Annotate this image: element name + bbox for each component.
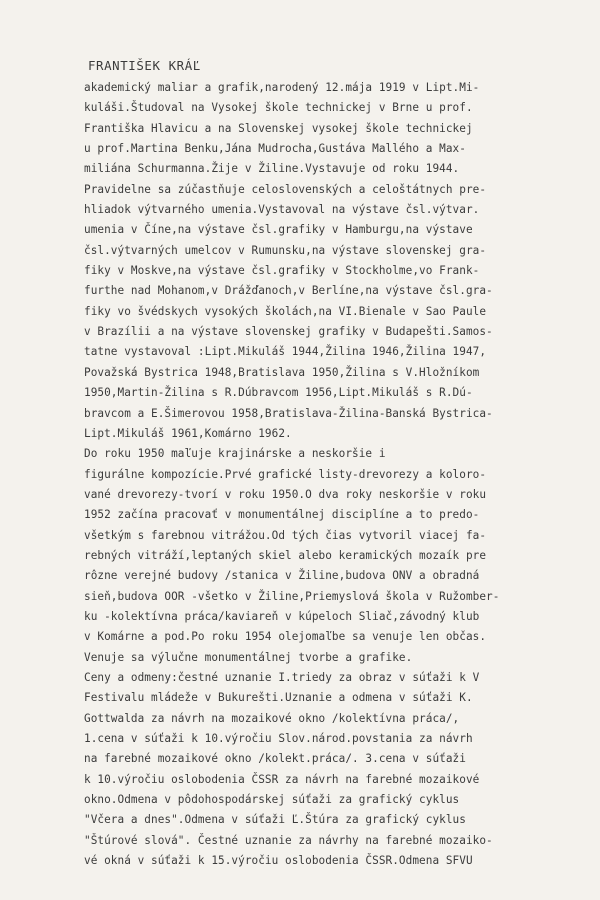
text-line: v Brazílii a na výstave slovenskej grafiky v Budapešti.Samos- [84,325,493,339]
text-line: Festivalu mládeže v Bukurešti.Uznanie a odmena v súťaži K. [84,691,473,705]
text-line: 1952 začína pracovať v monumentálnej disciplíne a to predo- [84,508,480,522]
text-line: u prof.Martina Benku,Jána Mudrocha,Gustáva Malléhо a Max- [84,142,466,156]
text-line: okno.Odmena v pôdohospodárskej súťaži za grafický cyklus [84,793,460,807]
text-line: všetkým s farebnou vitrážou.Od tých čias vytvoril viacej fa- [84,528,487,542]
text-line: Františka Hlavicu a na Slovenskej vysokej škole technickej [84,121,473,135]
text-line: fiky v Moskve,na výstave čsl.grafiky v Stockholme,vo Frank- [84,264,480,278]
text-line: akademický maliar a grafik,narodený 12.mája 1919 v Lipt.Mi- [84,81,480,94]
text-line: Do roku 1950 maľuje krajinárske a neskoršie i [84,447,386,461]
text-line: tatne vystavoval :Lipt.Mikuláš 1944,Žilina 1946,Žilina 1947, [84,345,487,359]
document-title: FRANTIŠEK KRÁĽ [88,58,201,73]
text-line: na farebné mozaikové okno /kolekt.práca/. 3.cena v súťaži [84,752,466,766]
text-line: "Včera a dnes".Odmena v súťaži Ľ.Štúra za grafický cyklus [84,813,466,827]
text-line: vané drevorezy-tvorí v roku 1950.O dva roky neskoršie v roku [84,487,487,501]
text-line: 1.cena v súťaži k 10.výročiu Slov.národ.povstania za návrh [84,732,473,745]
text-line: ku -kolektívna práca/kaviareň v kúpeloch Sliač,závodný klub [84,609,480,623]
text-line: Pravidelne sa zúčastňuje celoslovenských a celoštátnych pre- [84,182,487,196]
text-line: Gottwalda za návrh na mozaikové okno /kolektívna práca/, [84,711,460,725]
text-line: bravcom a E.Šimerovou 1958,Bratislava-Žilina-Banská Bystrica- [84,406,493,420]
text-line: rôzne verejné budovy /stanica v Žiline,budova ONV a obradná [84,569,480,583]
text-line: sieň,budova OOR -všetko v Žiline,Priemyslová škola v Ružomber- [84,589,500,603]
text-line: vé okná v súťaži k 15.výročiu oslobodenia ČSSR.Odmena SFVU [84,854,473,868]
text-line: umenia v Číne,na výstave čsl.grafiky v Hamburgu,na výstave [84,223,473,237]
text-line: furthe nad Mohanom,v Drážďanoch,v Berlíne,na výstave čsl.gra- [84,284,493,298]
text-line: k 10.výročiu oslobodenia ČSSR za návrh na farebné mozaikové [84,772,480,786]
text-line: Považská Bystrica 1948,Bratislava 1950,Žilina s V.Hložníkom [84,365,480,379]
text-line: hliadok výtvarného umenia.Vystavoval na výstave čsl.výtvar. [84,203,480,217]
text-line: miliána Schurmanna.Žije v Žiline.Vystavuje od roku 1944. [84,162,460,176]
text-line: "Štúrové slová". Čestné uznanie za návrhy na farebné mozaiko- [84,833,493,847]
text-line: čsl.výtvarných umelcov v Rumunsku,na výstave slovenskej gra- [84,243,487,257]
text-line: figurálne kompozície.Prvé grafické listy-drevorezy a koloro- [84,467,487,481]
text-line: 1950,Martin-Žilina s R.Dúbravcom 1956,Lipt.Mikuláš s R.Dú- [84,386,473,400]
text-line: fiky vo švédskych vysokých školách,na VI.Bienale v Sao Paule [84,304,487,318]
text-line: Venuje sa výlučne monumentálnej tvorbe a grafike. [84,650,413,664]
document-body [84,78,584,871]
text-line: kuláši.Študoval na Vysokej škole technickej v Brne u prof. [84,101,473,115]
text-line: Lipt.Mikuláš 1961,Komárno 1962. [84,426,292,440]
text-line: v Komárne a pod.Po roku 1954 olejomaľbe sa venuje len občas. [84,630,487,644]
text-line: rebných vitráží,leptaných skiel alebo keramických mozaík pre [84,548,487,562]
text-line: Ceny a odmeny:čestné uznanie I.triedy za obraz v súťaži k V [84,670,480,684]
